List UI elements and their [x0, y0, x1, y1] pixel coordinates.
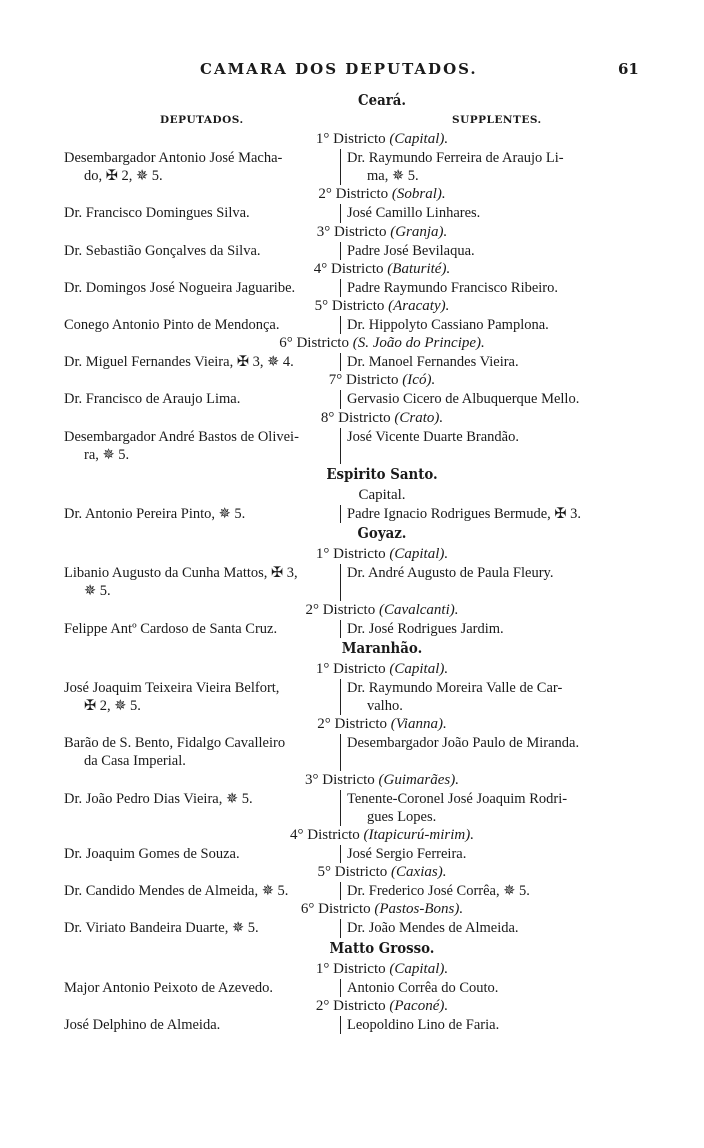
substitute-cell: [340, 149, 640, 185]
district-label: 6° Districto: [300, 901, 371, 918]
state-heading: Espirito Santo.: [326, 466, 438, 484]
district-entry: [64, 428, 640, 464]
deputy-name-line: Barão de S. Bento, Fidalgo Cavalleiro: [64, 735, 286, 752]
district-heading: [124, 715, 640, 734]
substitute-name-line: Antonio Corrêa do Couto.: [347, 979, 499, 996]
substitute-name-line: Gervasio Cicero de Albuquerque Mello.: [347, 391, 580, 408]
district-entry: [64, 279, 640, 297]
deputy-name-line: Felippe Antº Cardoso de Santa Cruz.: [64, 620, 278, 637]
district-place: (Capital).: [389, 960, 449, 977]
substitute-cell: [340, 428, 640, 464]
deputy-name-line: Desembargador André Bastos de Olivei-: [64, 428, 299, 445]
substitute-cell: [340, 564, 640, 600]
substitute-cell: [340, 882, 640, 900]
substitute-name-line: Padre José Bevilaqua.: [347, 242, 475, 259]
district-label: 2° Districto: [315, 997, 386, 1014]
district-entry: [64, 353, 640, 371]
substitute-cell: [340, 353, 640, 371]
substitute-name-line: Dr. Frederico José Corrêa, ✵ 5.: [347, 883, 530, 900]
deputy-name-line: Dr. Francisco Domingues Silva.: [64, 205, 250, 222]
district-place: (Crato).: [394, 409, 444, 426]
district-label: 5° Districto: [317, 864, 388, 881]
substitute-name-line: Dr. André Augusto de Paula Fleury.: [347, 565, 554, 582]
deputy-cell: [64, 734, 340, 770]
district-place: (Icó).: [402, 372, 436, 389]
district-label: 5° Districto: [314, 298, 385, 315]
district-label: 1° Districto: [315, 660, 386, 677]
district-place: (Capital).: [389, 660, 449, 677]
district-heading: [124, 826, 640, 845]
substitute-cell: [340, 620, 640, 638]
substitutes-column-header: SUPPLENTES.: [452, 114, 542, 126]
deputy-cell: [64, 390, 340, 408]
substitute-name-line: Leopoldino Lino de Faria.: [347, 1016, 500, 1033]
district-place: (S. João do Principe).: [352, 335, 485, 352]
district-label: 6° Districto: [279, 335, 349, 352]
district-entry: [64, 242, 640, 260]
district-entry: [64, 979, 640, 997]
district-label: 2° Districto: [318, 186, 389, 203]
deputy-name-line: José Delphino de Almeida.: [64, 1016, 221, 1033]
state-heading: Ceará.: [357, 92, 407, 109]
district-heading: [124, 601, 640, 620]
substitute-name-line: Desembargador João Paulo de Miranda.: [347, 735, 580, 752]
substitute-name-line: Padre Raymundo Francisco Ribeiro.: [347, 279, 559, 296]
district-entry: [64, 1016, 640, 1034]
substitute-name-line: Dr. Manoel Fernandes Vieira.: [347, 354, 519, 371]
district-entry: [64, 564, 640, 600]
state-heading: Goyaz.: [357, 525, 407, 543]
deputy-name-line: Dr. Francisco de Araujo Lima.: [64, 391, 241, 408]
district-heading: [124, 900, 640, 919]
deputy-name-line: José Joaquim Teixeira Vieira Belfort,: [64, 679, 280, 696]
substitute-name-line: gues Lopes.: [367, 808, 437, 825]
deputies-list: [64, 90, 640, 1034]
district-entry: [64, 734, 640, 770]
district-label: 1° Districto: [315, 960, 386, 977]
district-entry: [64, 620, 640, 638]
district-label: 8° Districto: [320, 409, 391, 426]
district-place: (Granja).: [390, 223, 448, 240]
district-heading: [124, 545, 640, 564]
district-label: 3° Districto: [316, 223, 387, 240]
column-headers: [64, 112, 640, 130]
deputy-cell: [64, 505, 340, 523]
district-label: 4° Districto: [290, 827, 360, 844]
district-heading: [124, 223, 640, 242]
district-place: (Caxias).: [391, 864, 447, 881]
substitute-cell: [340, 734, 640, 770]
district-label: 1° Districto: [315, 546, 386, 563]
district-entry: [64, 845, 640, 863]
deputy-cell: [64, 279, 340, 297]
deputy-cell: [64, 882, 340, 900]
district-place: (Aracaty).: [388, 298, 450, 315]
district-place: (Pastos-Bons).: [374, 901, 464, 918]
substitute-name-line: Tenente-Coronel José Joaquim Rodri-: [347, 790, 568, 807]
deputy-cell: [64, 242, 340, 260]
district-heading: [124, 960, 640, 979]
deputy-name-line: Dr. Candido Mendes de Almeida, ✵ 5.: [64, 883, 289, 900]
deputy-cell: [64, 845, 340, 863]
substitute-cell: [340, 790, 640, 826]
district-entry: [64, 882, 640, 900]
district-heading: [124, 409, 640, 428]
deputy-name-line: Major Antonio Peixoto de Azevedo.: [64, 979, 274, 996]
deputy-name-line: Dr. Antonio Pereira Pinto, ✵ 5.: [64, 506, 246, 523]
substitute-name-line: Dr. Hippolyto Cassiano Pamplona.: [347, 317, 549, 334]
deputy-name-line: Dr. Miguel Fernandes Vieira, ✠ 3, ✵ 4.: [64, 354, 294, 371]
district-place: (Capital).: [389, 131, 449, 147]
substitute-name-line: Dr. João Mendes de Almeida.: [347, 920, 519, 937]
substitute-cell: [340, 204, 640, 222]
substitute-name-line: ma, ✵ 5.: [367, 168, 419, 185]
district-heading: [124, 130, 640, 149]
substitute-cell: [340, 505, 640, 523]
deputy-name-line: do, ✠ 2, ✵ 5.: [84, 168, 163, 185]
deputy-cell: [64, 149, 340, 185]
deputy-cell: [64, 620, 340, 638]
deputy-name-line: Dr. Joaquim Gomes de Souza.: [64, 846, 240, 863]
district-entry: [64, 149, 640, 185]
district-place: (Guimarães).: [378, 771, 459, 788]
substitute-cell: [340, 279, 640, 297]
district-place: (Baturité).: [387, 260, 451, 277]
district-entry: [64, 390, 640, 408]
substitute-cell: [340, 919, 640, 937]
deputy-name-line: ra, ✵ 5.: [84, 446, 130, 463]
deputy-cell: [64, 679, 340, 715]
deputy-name-line: ✵ 5.: [84, 583, 111, 600]
deputy-cell: [64, 1016, 340, 1034]
state-heading: Maranhão.: [341, 639, 423, 657]
substitute-name-line: valho.: [367, 698, 403, 715]
district-label: 1° Districto: [315, 131, 386, 147]
deputy-name-line: Dr. Viriato Bandeira Duarte, ✵ 5.: [64, 920, 259, 937]
district-entry: [64, 790, 640, 826]
district-heading: [124, 771, 640, 790]
substitute-name-line: José Camillo Linhares.: [347, 205, 481, 222]
district-entry: [64, 679, 640, 715]
deputy-name-line: Libanio Augusto da Cunha Mattos, ✠ 3,: [64, 565, 298, 582]
district-heading: [124, 297, 640, 316]
substitute-cell: [340, 845, 640, 863]
district-place: (Paconé).: [389, 997, 449, 1014]
deputy-name-line: ✠ 2, ✵ 5.: [84, 698, 141, 715]
district-label: 7° Districto: [328, 372, 399, 389]
deputy-name-line: Dr. Domingos José Nogueira Jaguaribe.: [64, 279, 296, 296]
substitute-name-line: Padre Ignacio Rodrigues Bermude, ✠ 3.: [347, 506, 582, 523]
district-place: (Capital).: [389, 546, 449, 563]
deputy-cell: [64, 564, 340, 600]
substitute-cell: [340, 679, 640, 715]
substitute-name-line: José Vicente Duarte Brandão.: [347, 428, 519, 445]
district-heading: [124, 863, 640, 882]
deputy-cell: [64, 316, 340, 334]
district-label: Capital.: [358, 487, 406, 504]
deputy-cell: [64, 979, 340, 997]
substitute-name-line: Dr. Raymundo Moreira Valle de Car-: [347, 679, 563, 696]
deputy-name-line: da Casa Imperial.: [84, 753, 186, 770]
substitute-name-line: Dr. José Rodrigues Jardim.: [347, 620, 504, 637]
district-heading: [124, 334, 640, 353]
deputy-name-line: Conego Antonio Pinto de Mendonça.: [64, 317, 280, 334]
district-place: (Vianna).: [390, 716, 447, 733]
district-heading: [124, 260, 640, 279]
district-label: 2° Districto: [305, 601, 376, 618]
district-heading: [124, 997, 640, 1016]
district-heading: [124, 660, 640, 679]
district-label: 3° Districto: [305, 771, 375, 788]
substitute-cell: [340, 979, 640, 997]
state-heading: Matto Grosso.: [329, 939, 435, 957]
substitute-cell: [340, 1016, 640, 1034]
substitute-name-line: José Sergio Ferreira.: [347, 846, 467, 863]
substitute-cell: [340, 242, 640, 260]
deputy-cell: [64, 204, 340, 222]
page-header: [0, 60, 704, 84]
district-place: (Itapicurú-mirim).: [363, 827, 474, 844]
page-title: CAMARA DOS DEPUTADOS.: [200, 60, 478, 78]
district-label: 2° Districto: [317, 716, 388, 733]
deputy-cell: [64, 353, 340, 371]
district-label: 4° Districto: [313, 260, 384, 277]
district-place: (Cavalcanti).: [378, 601, 459, 618]
substitute-name-line: Dr. Raymundo Ferreira de Araujo Li-: [347, 150, 564, 166]
substitute-cell: [340, 390, 640, 408]
substitute-cell: [340, 316, 640, 334]
deputy-cell: [64, 919, 340, 937]
deputy-name-line: Dr. João Pedro Dias Vieira, ✵ 5.: [64, 790, 253, 807]
district-entry: [64, 505, 640, 523]
deputy-name-line: Dr. Sebastião Gonçalves da Silva.: [64, 242, 261, 259]
district-entry: [64, 919, 640, 937]
district-heading: [124, 185, 640, 204]
deputy-cell: [64, 790, 340, 826]
deputy-name-line: Desembargador Antonio José Macha-: [64, 150, 283, 166]
district-entry: [64, 316, 640, 334]
district-place: (Sobral).: [391, 186, 446, 203]
district-heading: [124, 371, 640, 390]
deputy-cell: [64, 428, 340, 464]
page-number: 61: [618, 60, 639, 78]
district-heading: [124, 486, 640, 505]
deputies-column-header: DEPUTADOS.: [160, 114, 244, 126]
district-entry: [64, 204, 640, 222]
